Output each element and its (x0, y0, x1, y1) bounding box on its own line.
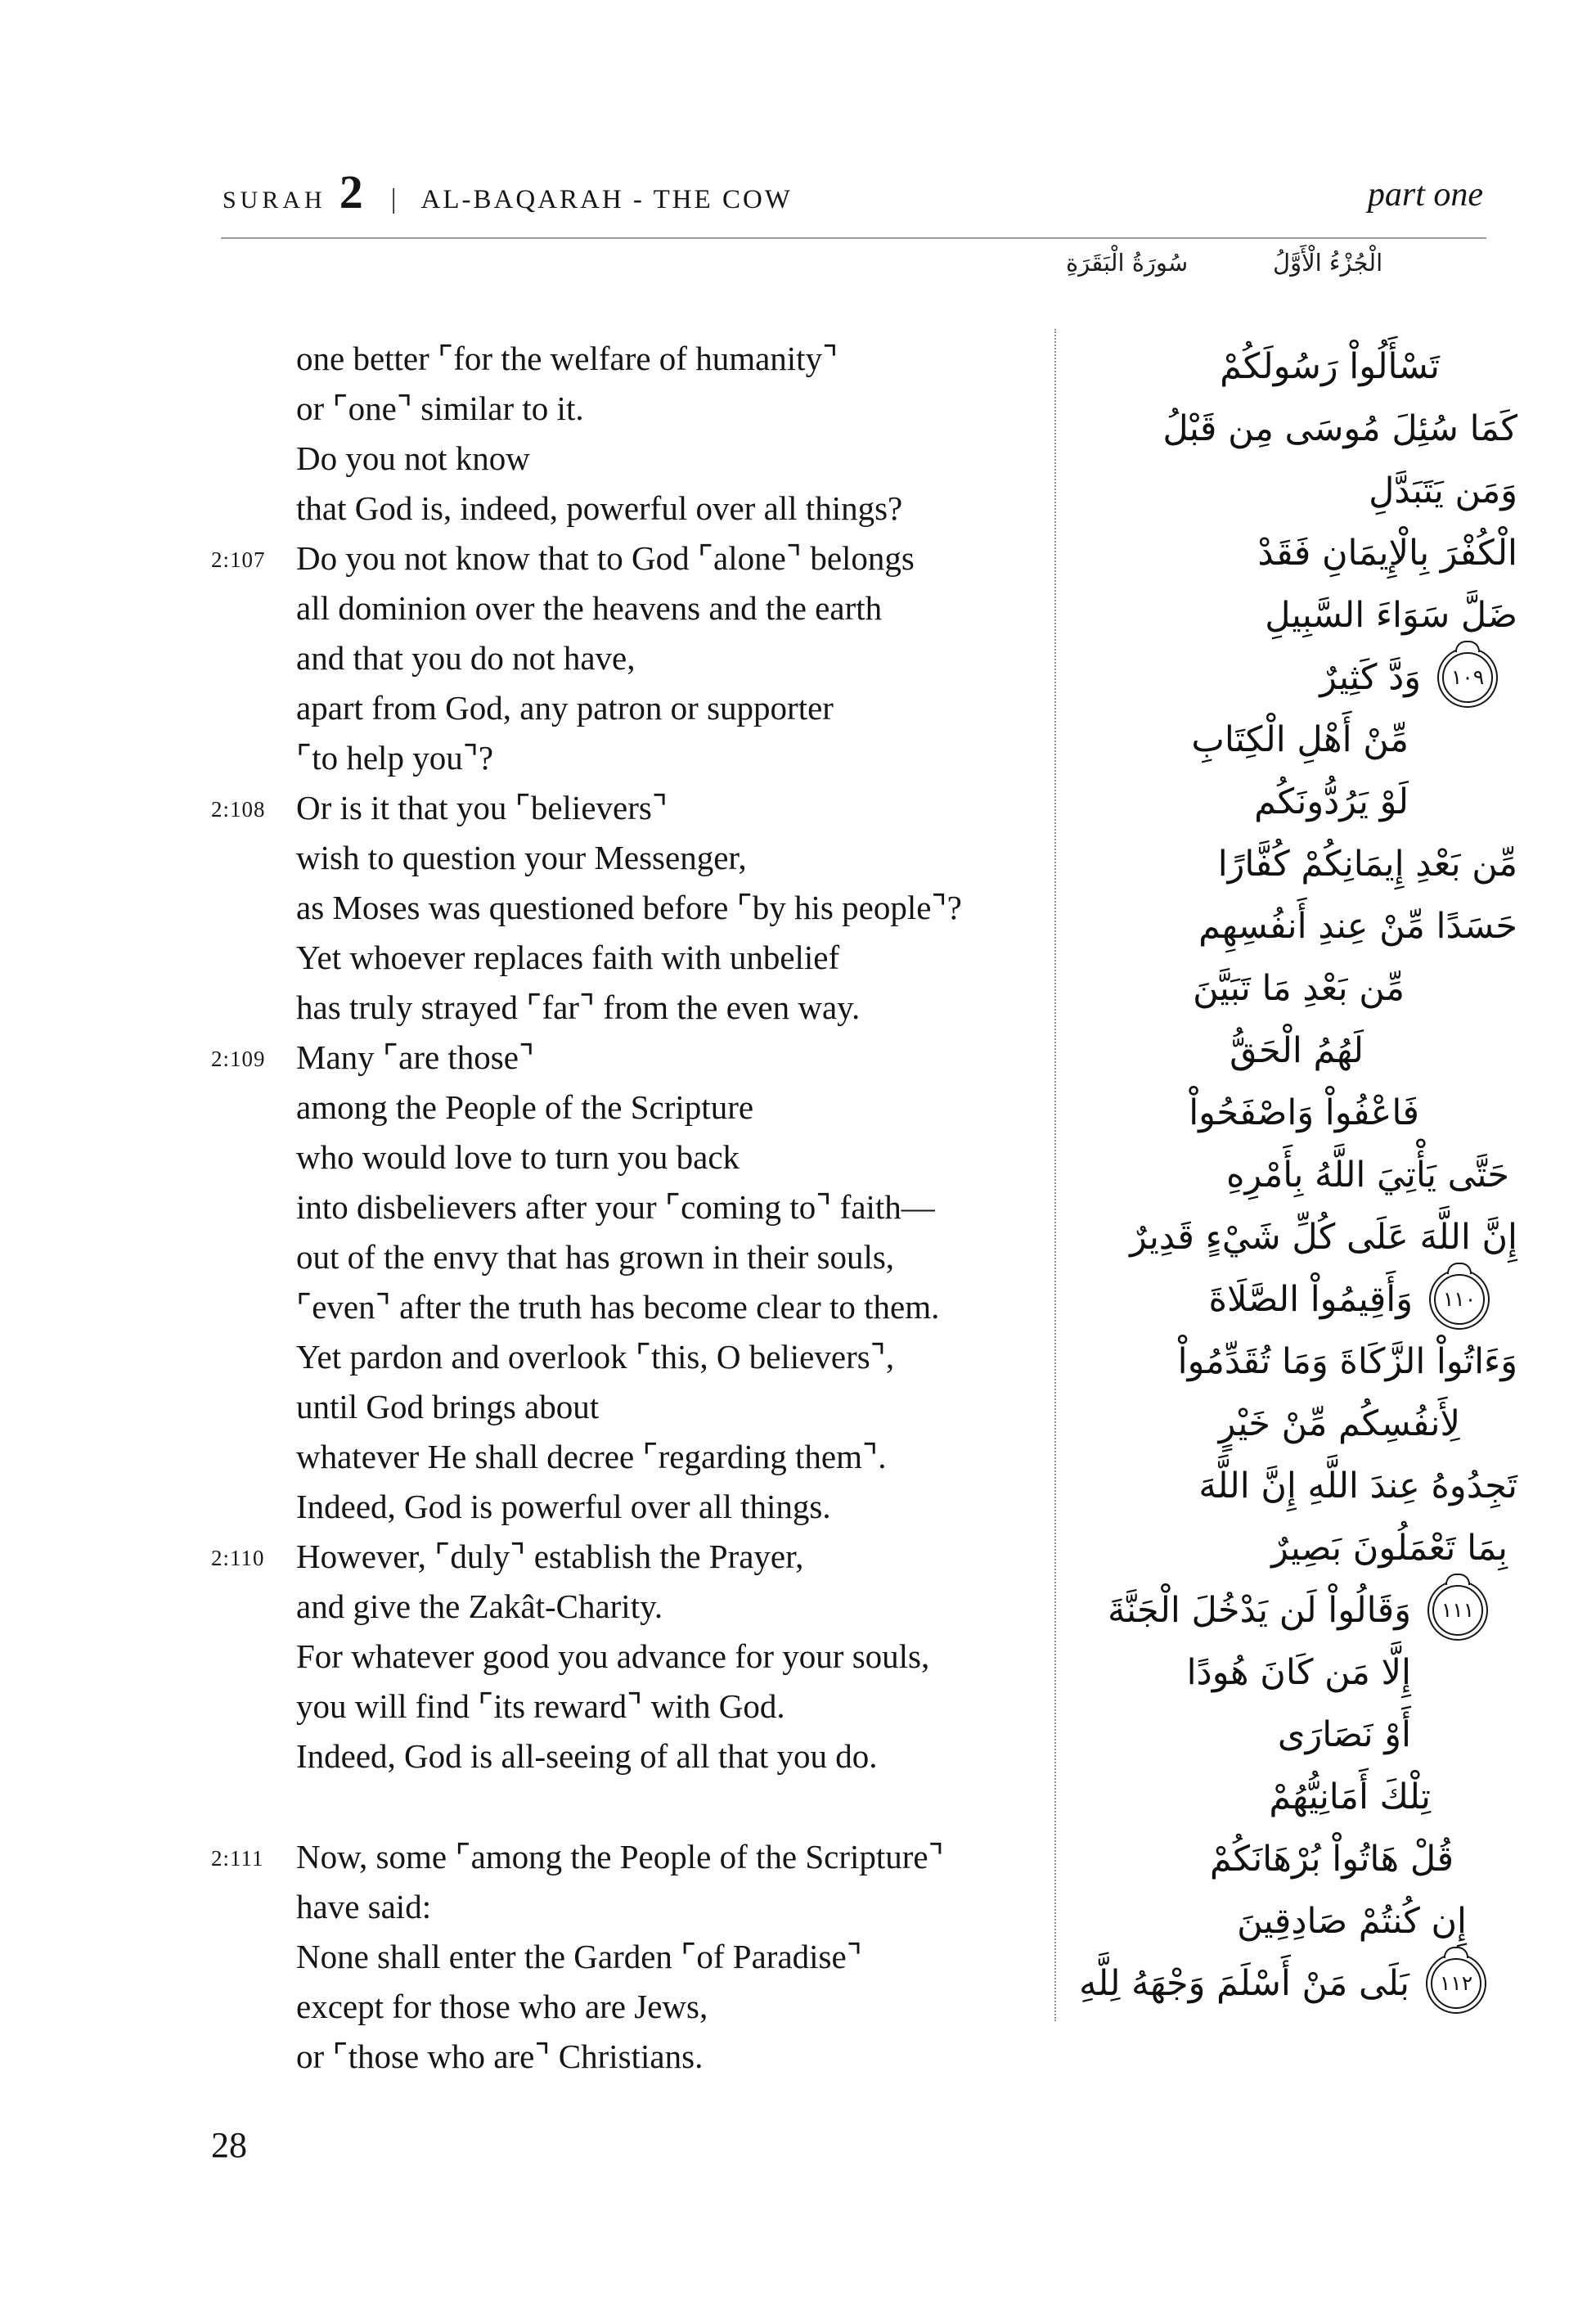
arabic-text: لَوْ يَرُدُّونَكُم (1254, 781, 1409, 822)
translation-text: Yet pardon and overlook ⌜this, O believers⌝, (296, 1338, 895, 1376)
verse-medallion-number: ١١٠ (1442, 1286, 1477, 1311)
translation-text: that God is, indeed, powerful over all things? (296, 489, 903, 527)
verse-medallion-icon (1431, 1958, 1481, 2009)
translation-line (209, 1532, 1036, 1582)
translation-text: out of the envy that has grown in their souls, (296, 1238, 895, 1276)
arabic-text: فَاعْفُواْ وَاصْفَحُواْ (1189, 1092, 1419, 1133)
verse-block-2-110 (209, 1532, 1036, 1781)
arabic-line (1035, 1393, 1460, 1455)
page-header (223, 165, 793, 218)
arabic-line (1035, 957, 1405, 1020)
arabic-text: إِن كُنتُمْ صَادِقِينَ (1237, 1900, 1467, 1942)
translation-text: into disbelievers after your ⌜coming to⌝ faith— (296, 1188, 935, 1226)
arabic-text: وَأَقِيمُواْ الصَّلَاةَ (1208, 1278, 1413, 1320)
arabic-text: أَوْ نَصَارَى (1277, 1713, 1411, 1755)
verse-block (209, 334, 1036, 534)
translation-text: until God brings about (296, 1388, 600, 1425)
arabic-line (1035, 1455, 1517, 1517)
surah-title: AL-BAQARAH - THE COW (420, 185, 793, 214)
arabic-text: وَقَالُواْ لَن يَدْخُلَ الْجَنَّةَ (1107, 1589, 1411, 1631)
translation-line (209, 1882, 1036, 1932)
translation-text: Do you not know that to God ⌜alone⌝ belongs (296, 539, 915, 577)
arabic-line (1035, 522, 1517, 584)
translation-text: as Moses was questioned before ⌜by his people⌝? (296, 889, 962, 926)
arabic-line (1035, 895, 1517, 957)
arabic-line (1035, 1331, 1517, 1393)
arabic-text: حَتَّى يَأْتِيَ اللَّهُ بِأَمْرِهِ (1226, 1154, 1509, 1196)
translation-text: Now, some ⌜among the People of the Scripture⌝ (296, 1838, 944, 1875)
arabic-text: إِلَّا مَن كَانَ هُودًا (1186, 1651, 1411, 1693)
translation-line (209, 1382, 1036, 1432)
translation-text: all dominion over the heavens and the earth (296, 589, 883, 627)
translation-line (209, 1033, 1036, 1083)
arabic-text: قُلْ هَاتُواْ بُرْهَانَكُمْ (1209, 1838, 1454, 1880)
arabic-text: لِأَنفُسِكُم مِّنْ خَيْرٍ (1218, 1403, 1460, 1444)
translation-text: and give the Zakât-Charity. (296, 1587, 663, 1625)
translation-line (209, 1982, 1036, 2032)
translation-line (209, 683, 1036, 733)
arabic-line (1035, 335, 1440, 398)
english-translation-column (209, 334, 1036, 2082)
translation-text: However, ⌜duly⌝ establish the Prayer, (296, 1538, 804, 1575)
verse-ref: 2:109 (211, 1047, 266, 1071)
translation-line (209, 733, 1036, 783)
arabic-text: بِمَا تَعْمَلُونَ بَصِيرٌ (1271, 1527, 1508, 1569)
translation-line (209, 534, 1036, 583)
arabic-line (1035, 1890, 1467, 1952)
translation-line (209, 2032, 1036, 2082)
arabic-line (1035, 771, 1409, 833)
translation-text: Many ⌜are those⌝ (296, 1038, 535, 1076)
verse-medallion-number: ١١١ (1441, 1597, 1475, 1622)
translation-text: Or is it that you ⌜believers⌝ (296, 789, 668, 826)
translation-line (209, 1132, 1036, 1182)
translation-text: ⌜even⌝ after the truth has become clear to them. (296, 1288, 940, 1326)
arabic-line (1035, 833, 1517, 895)
translation-text: Do you not know (296, 439, 530, 477)
arabic-line (1035, 1828, 1454, 1890)
arabic-text: تِلْكَ أَمَانِيُّهُمْ (1269, 1776, 1431, 1817)
arabic-line (1035, 1268, 1488, 1331)
page-number: 28 (211, 2125, 247, 2165)
arabic-text: الْكُفْرَ بِالْإِيمَانِ فَقَدْ (1257, 532, 1517, 574)
surah-label: SURAH (223, 187, 326, 214)
translation-line (209, 1731, 1036, 1781)
arabic-line (1035, 1517, 1508, 1579)
translation-text: whatever He shall decree ⌜regarding them⌝. (296, 1438, 887, 1475)
arabic-text: تَسْأَلُواْ رَسُولَكُمْ (1220, 345, 1440, 387)
translation-text: None shall enter the Garden ⌜of Paradise⌝ (296, 1938, 862, 1975)
arabic-text-column (1035, 335, 1517, 2015)
arabic-line (1035, 1641, 1411, 1704)
arabic-text: وَءَاتُواْ الزَّكَاةَ وَمَا تُقَدِّمُواْ (1177, 1340, 1517, 1382)
translation-line (209, 1932, 1036, 1982)
translation-line (209, 484, 1036, 534)
arabic-text: ضَلَّ سَوَاءَ السَّبِيلِ (1265, 594, 1517, 636)
translation-text: ⌜to help you⌝? (296, 739, 494, 777)
verse-ref: 2:108 (211, 797, 266, 822)
translation-text: For whatever good you advance for your souls, (296, 1637, 930, 1675)
arabic-text: مِّن بَعْدِ إِيمَانِكُمْ كُفَّارًا (1217, 843, 1517, 885)
arabic-text: تَجِدُوهُ عِندَ اللَّهِ إِنَّ اللَّهَ (1198, 1465, 1517, 1506)
translation-text: has truly strayed ⌜far⌝ from the even way. (296, 988, 861, 1026)
arabic-line (1035, 398, 1517, 460)
translation-line (209, 334, 1036, 384)
translation-line (209, 1083, 1036, 1132)
part-label: part one (1367, 176, 1483, 214)
translation-text: and that you do not have, (296, 639, 636, 677)
translation-line (209, 384, 1036, 434)
arabic-line (1035, 709, 1409, 771)
arabic-line (1035, 1082, 1419, 1144)
translation-line (209, 1832, 1036, 1882)
translation-line (209, 1582, 1036, 1632)
translation-text: apart from God, any patron or supporter (296, 689, 834, 727)
translation-text: except for those who are Jews, (296, 1988, 708, 2025)
translation-text: have said: (296, 1888, 432, 1925)
arabic-line (1035, 1020, 1364, 1082)
translation-text: among the People of the Scripture (296, 1088, 754, 1126)
arabic-line (1035, 1144, 1509, 1206)
translation-line (209, 783, 1036, 833)
translation-text: who would love to turn you back (296, 1138, 740, 1176)
translation-line (209, 1332, 1036, 1382)
translation-line (209, 833, 1036, 883)
translation-line (209, 1282, 1036, 1332)
arabic-line (1035, 1704, 1411, 1766)
arabic-surah-heading: سُورَةُ الْبَقَرَةِ (1066, 249, 1189, 277)
arabic-juz-heading: الْجُزْءُ الْأَوَّلُ (1273, 249, 1383, 277)
arabic-text: مِّن بَعْدِ مَا تَبَيَّنَ (1193, 967, 1405, 1009)
translation-line (209, 1232, 1036, 1282)
arabic-line (1035, 646, 1496, 709)
arabic-text: بَلَى مَنْ أَسْلَمَ وَجْهَهُ لِلَّهِ (1079, 1962, 1409, 2004)
translation-text: wish to question your Messenger, (296, 839, 747, 876)
verse-medallion-icon (1434, 1274, 1485, 1325)
translation-text: or ⌜those who are⌝ Christians. (296, 2038, 704, 2075)
verse-block-2-108 (209, 783, 1036, 1033)
translation-line (209, 933, 1036, 983)
arabic-line (1035, 460, 1517, 522)
verse-block-2-109 (209, 1033, 1036, 1532)
translation-line (209, 1632, 1036, 1682)
arabic-line (1035, 1766, 1431, 1828)
arabic-line (1035, 584, 1517, 646)
arabic-text: إِنَّ اللَّهَ عَلَى كُلِّ شَيْءٍ قَدِيرٌ (1130, 1216, 1517, 1258)
translation-line (209, 1432, 1036, 1482)
translation-line (209, 583, 1036, 633)
arabic-text: وَدَّ كَثِيرٌ (1320, 656, 1421, 698)
verse-ref: 2:111 (211, 1846, 264, 1871)
translation-text: Yet whoever replaces faith with unbelief (296, 939, 840, 976)
arabic-line (1035, 1952, 1485, 2015)
translation-text: you will find ⌜its reward⌝ with God. (296, 1687, 785, 1725)
translation-line (209, 883, 1036, 933)
arabic-text: لَهُمُ الْحَقُّ (1230, 1029, 1364, 1071)
verse-ref: 2:107 (211, 547, 266, 572)
arabic-text: مِّنْ أَهْلِ الْكِتَابِ (1191, 718, 1409, 760)
verse-medallion-icon (1442, 652, 1493, 703)
arabic-text: كَمَا سُئِلَ مُوسَى مِن قَبْلُ (1162, 408, 1517, 449)
translation-text: or ⌜one⌝ similar to it. (296, 390, 584, 427)
translation-line (209, 434, 1036, 484)
translation-line (209, 1182, 1036, 1232)
arabic-text: حَسَدًا مِّنْ عِندِ أَنفُسِهِم (1198, 905, 1517, 947)
translation-line (209, 983, 1036, 1033)
arabic-text: وَمَن يَتَبَدَّلِ (1369, 470, 1517, 511)
header-rule (221, 237, 1486, 239)
translation-text: one better ⌜for the welfare of humanity⌝ (296, 340, 838, 377)
arabic-line (1035, 1206, 1517, 1268)
verse-medallion-number: ١٠٩ (1450, 664, 1485, 689)
header-separator: | (390, 184, 397, 214)
translation-text: Indeed, God is all-seeing of all that you do. (296, 1737, 878, 1775)
verse-ref: 2:110 (211, 1546, 265, 1570)
translation-line (209, 1482, 1036, 1532)
verse-medallion-icon (1432, 1585, 1483, 1636)
verse-medallion-number: ١١٢ (1439, 1970, 1473, 1995)
translation-text: Indeed, God is powerful over all things. (296, 1488, 831, 1525)
surah-number: 2 (339, 165, 363, 218)
verse-block-2-107 (209, 534, 1036, 783)
arabic-line (1035, 1579, 1486, 1641)
translation-line (209, 633, 1036, 683)
verse-block-2-111 (209, 1832, 1036, 2082)
translation-line (209, 1682, 1036, 1731)
